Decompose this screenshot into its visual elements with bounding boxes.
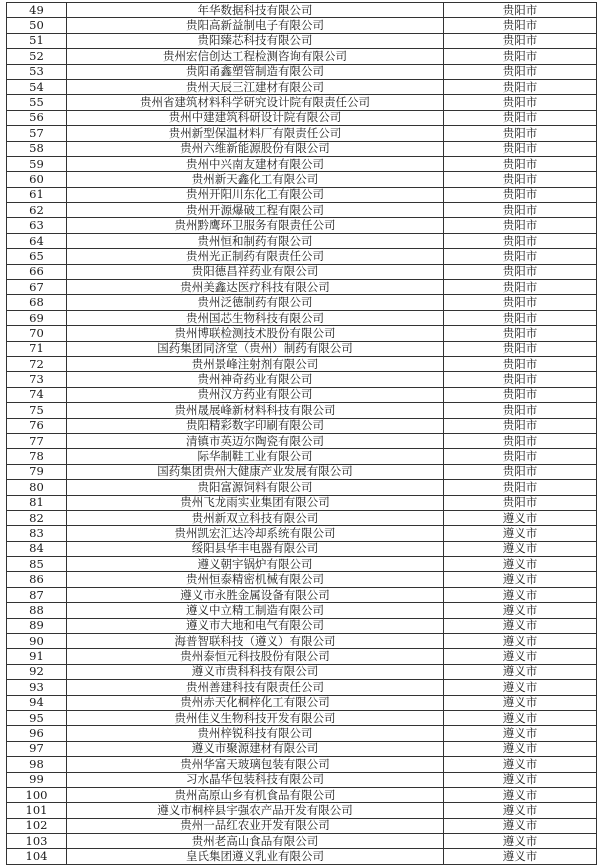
row-number-cell: 74	[7, 387, 67, 402]
row-number-cell: 92	[7, 664, 67, 679]
table-row	[7, 95, 597, 110]
table-row	[7, 741, 597, 756]
company-name-cell: 贵州天辰三江建材有限公司	[67, 79, 444, 94]
company-name-cell: 贵州梓锐科技有限公司	[67, 726, 444, 741]
company-name-cell: 国药集团同济堂（贵州）制药有限公司	[67, 341, 444, 356]
row-number-cell: 100	[7, 787, 67, 802]
table-row	[7, 310, 597, 325]
table-row	[7, 156, 597, 171]
company-name-cell: 清镇市英迈尔陶瓷有限公司	[67, 433, 444, 448]
city-cell: 遵义市	[444, 541, 597, 556]
table-row	[7, 264, 597, 279]
city-cell: 遵义市	[444, 510, 597, 525]
table-row	[7, 326, 597, 341]
company-name-cell: 贵州美鑫达医疗科技有限公司	[67, 280, 444, 295]
row-number-cell: 50	[7, 18, 67, 33]
city-cell: 遵义市	[444, 818, 597, 833]
table-row	[7, 834, 597, 849]
company-name-cell: 贵阳德昌祥药业有限公司	[67, 264, 444, 279]
table-row	[7, 849, 597, 864]
row-number-cell: 61	[7, 187, 67, 202]
table-row	[7, 3, 597, 18]
company-name-cell: 贵州新双立科技有限公司	[67, 510, 444, 525]
row-number-cell: 63	[7, 218, 67, 233]
city-cell: 遵义市	[444, 557, 597, 572]
row-number-cell: 76	[7, 418, 67, 433]
company-name-cell: 贵阳臻芯科技有限公司	[67, 33, 444, 48]
row-number-cell: 94	[7, 695, 67, 710]
city-cell: 贵阳市	[444, 49, 597, 64]
table-row	[7, 49, 597, 64]
company-name-cell: 贵州省建筑材料科学研究设计院有限责任公司	[67, 95, 444, 110]
company-name-cell: 贵州新天鑫化工有限公司	[67, 172, 444, 187]
row-number-cell: 82	[7, 510, 67, 525]
city-cell: 贵阳市	[444, 218, 597, 233]
row-number-cell: 64	[7, 233, 67, 248]
city-cell: 贵阳市	[444, 187, 597, 202]
company-name-cell: 贵州光正制药有限责任公司	[67, 249, 444, 264]
company-name-cell: 贵州宏信创达工程检测咨询有限公司	[67, 49, 444, 64]
table-row	[7, 803, 597, 818]
city-cell: 贵阳市	[444, 33, 597, 48]
table-row	[7, 295, 597, 310]
row-number-cell: 72	[7, 356, 67, 371]
city-cell: 贵阳市	[444, 449, 597, 464]
city-cell: 贵阳市	[444, 326, 597, 341]
company-name-cell: 皇氏集团遵义乳业有限公司	[67, 849, 444, 864]
city-cell: 遵义市	[444, 757, 597, 772]
table-row	[7, 433, 597, 448]
city-cell: 遵义市	[444, 695, 597, 710]
table-row	[7, 280, 597, 295]
table-row	[7, 341, 597, 356]
table-row	[7, 64, 597, 79]
table-row	[7, 249, 597, 264]
city-cell: 贵阳市	[444, 95, 597, 110]
row-number-cell: 59	[7, 156, 67, 171]
company-name-cell: 遵义市聚源建材有限公司	[67, 741, 444, 756]
company-name-cell: 贵州中建建筑科研设计院有限公司	[67, 110, 444, 125]
row-number-cell: 99	[7, 772, 67, 787]
city-cell: 贵阳市	[444, 403, 597, 418]
company-name-cell: 贵州汉方药业有限公司	[67, 387, 444, 402]
table-row	[7, 372, 597, 387]
row-number-cell: 71	[7, 341, 67, 356]
row-number-cell: 57	[7, 126, 67, 141]
city-cell: 遵义市	[444, 741, 597, 756]
row-number-cell: 56	[7, 110, 67, 125]
table-row	[7, 603, 597, 618]
city-cell: 贵阳市	[444, 156, 597, 171]
city-cell: 遵义市	[444, 664, 597, 679]
city-cell: 遵义市	[444, 834, 597, 849]
row-number-cell: 88	[7, 603, 67, 618]
city-cell: 贵阳市	[444, 172, 597, 187]
company-name-cell: 贵州景峰注射剂有限公司	[67, 356, 444, 371]
company-name-cell: 遵义市贵科科技有限公司	[67, 664, 444, 679]
company-name-cell: 贵州恒泰精密机械有限公司	[67, 572, 444, 587]
city-cell: 贵阳市	[444, 141, 597, 156]
company-name-cell: 贵州善建科技有限责任公司	[67, 680, 444, 695]
table-row	[7, 510, 597, 525]
company-name-cell: 贵州神奇药业有限公司	[67, 372, 444, 387]
company-name-cell: 遵义市永胜金属设备有限公司	[67, 587, 444, 602]
city-cell: 贵阳市	[444, 233, 597, 248]
table-row	[7, 634, 597, 649]
city-cell: 贵阳市	[444, 295, 597, 310]
table-row	[7, 649, 597, 664]
table-row	[7, 356, 597, 371]
city-cell: 贵阳市	[444, 280, 597, 295]
table-row	[7, 403, 597, 418]
row-number-cell: 70	[7, 326, 67, 341]
city-cell: 贵阳市	[444, 387, 597, 402]
city-cell: 贵阳市	[444, 249, 597, 264]
city-cell: 贵阳市	[444, 203, 597, 218]
row-number-cell: 104	[7, 849, 67, 864]
city-cell: 遵义市	[444, 634, 597, 649]
row-number-cell: 90	[7, 634, 67, 649]
table-row	[7, 79, 597, 94]
company-name-cell: 贵州佳义生物科技开发有限公司	[67, 710, 444, 725]
row-number-cell: 85	[7, 557, 67, 572]
row-number-cell: 81	[7, 495, 67, 510]
table-row	[7, 110, 597, 125]
company-name-cell: 遵义朝宇锅炉有限公司	[67, 557, 444, 572]
company-name-cell: 贵州赤天化桐梓化工有限公司	[67, 695, 444, 710]
city-cell: 贵阳市	[444, 418, 597, 433]
row-number-cell: 60	[7, 172, 67, 187]
row-number-cell: 91	[7, 649, 67, 664]
company-name-cell: 贵州恒和制药有限公司	[67, 233, 444, 248]
row-number-cell: 103	[7, 834, 67, 849]
table-row	[7, 664, 597, 679]
city-cell: 贵阳市	[444, 79, 597, 94]
city-cell: 贵阳市	[444, 433, 597, 448]
table-row	[7, 172, 597, 187]
company-name-cell: 贵州凯宏汇达冷却系统有限公司	[67, 526, 444, 541]
company-name-cell: 贵州新型保温材料厂有限责任公司	[67, 126, 444, 141]
table-row	[7, 572, 597, 587]
table-row	[7, 541, 597, 556]
company-name-cell: 贵阳高新益制电子有限公司	[67, 18, 444, 33]
company-name-cell: 贵州晟展峰新材料科技有限公司	[67, 403, 444, 418]
city-cell: 遵义市	[444, 526, 597, 541]
city-cell: 贵阳市	[444, 310, 597, 325]
city-cell: 贵阳市	[444, 126, 597, 141]
table-row	[7, 772, 597, 787]
company-name-cell: 贵州中兴南友建材有限公司	[67, 156, 444, 171]
table-row	[7, 141, 597, 156]
city-cell: 遵义市	[444, 587, 597, 602]
table-row	[7, 710, 597, 725]
row-number-cell: 58	[7, 141, 67, 156]
company-name-cell: 贵州开源爆破工程有限公司	[67, 203, 444, 218]
row-number-cell: 67	[7, 280, 67, 295]
table-row	[7, 464, 597, 479]
city-cell: 贵阳市	[444, 64, 597, 79]
city-cell: 遵义市	[444, 849, 597, 864]
table-row	[7, 787, 597, 802]
table-row	[7, 449, 597, 464]
table-row	[7, 387, 597, 402]
city-cell: 遵义市	[444, 649, 597, 664]
city-cell: 贵阳市	[444, 480, 597, 495]
city-cell: 贵阳市	[444, 110, 597, 125]
table-row	[7, 726, 597, 741]
company-name-cell: 贵阳精彩数字印刷有限公司	[67, 418, 444, 433]
company-name-cell: 海普智联科技（遵义）有限公司	[67, 634, 444, 649]
row-number-cell: 52	[7, 49, 67, 64]
company-name-cell: 贵州一品红农业开发有限公司	[67, 818, 444, 833]
city-cell: 遵义市	[444, 572, 597, 587]
table-row	[7, 203, 597, 218]
table-row	[7, 33, 597, 48]
table-body	[7, 3, 597, 865]
city-cell: 遵义市	[444, 726, 597, 741]
city-cell: 贵阳市	[444, 356, 597, 371]
table-row	[7, 526, 597, 541]
row-number-cell: 65	[7, 249, 67, 264]
company-name-cell: 遵义市桐梓县宇强农产品开发有限公司	[67, 803, 444, 818]
row-number-cell: 68	[7, 295, 67, 310]
row-number-cell: 77	[7, 433, 67, 448]
row-number-cell: 62	[7, 203, 67, 218]
row-number-cell: 75	[7, 403, 67, 418]
city-cell: 贵阳市	[444, 18, 597, 33]
row-number-cell: 89	[7, 618, 67, 633]
row-number-cell: 101	[7, 803, 67, 818]
table-row	[7, 680, 597, 695]
row-number-cell: 96	[7, 726, 67, 741]
row-number-cell: 53	[7, 64, 67, 79]
company-name-cell: 贵州六维新能源股份有限公司	[67, 141, 444, 156]
row-number-cell: 80	[7, 480, 67, 495]
company-name-cell: 贵州开阳川东化工有限公司	[67, 187, 444, 202]
row-number-cell: 66	[7, 264, 67, 279]
city-cell: 遵义市	[444, 618, 597, 633]
table-row	[7, 695, 597, 710]
company-name-cell: 习水晶华包装科技有限公司	[67, 772, 444, 787]
company-name-cell: 贵州黔鹰环卫服务有限责任公司	[67, 218, 444, 233]
city-cell: 遵义市	[444, 772, 597, 787]
enterprise-list-table	[6, 2, 597, 865]
city-cell: 贵阳市	[444, 3, 597, 18]
table-row	[7, 495, 597, 510]
row-number-cell: 102	[7, 818, 67, 833]
table-row	[7, 557, 597, 572]
row-number-cell: 69	[7, 310, 67, 325]
company-name-cell: 贵州老高山食品有限公司	[67, 834, 444, 849]
city-cell: 贵阳市	[444, 341, 597, 356]
row-number-cell: 78	[7, 449, 67, 464]
row-number-cell: 79	[7, 464, 67, 479]
table-row	[7, 587, 597, 602]
table-row	[7, 418, 597, 433]
row-number-cell: 84	[7, 541, 67, 556]
city-cell: 贵阳市	[444, 372, 597, 387]
company-name-cell: 贵州泛德制药有限公司	[67, 295, 444, 310]
row-number-cell: 51	[7, 33, 67, 48]
company-name-cell: 贵阳甬鑫塑管制造有限公司	[67, 64, 444, 79]
row-number-cell: 87	[7, 587, 67, 602]
row-number-cell: 54	[7, 79, 67, 94]
company-name-cell: 遵义中立精工制造有限公司	[67, 603, 444, 618]
city-cell: 遵义市	[444, 680, 597, 695]
city-cell: 贵阳市	[444, 264, 597, 279]
company-name-cell: 年华数据科技有限公司	[67, 3, 444, 18]
table-row	[7, 126, 597, 141]
company-name-cell: 贵州博联检测技术股份有限公司	[67, 326, 444, 341]
row-number-cell: 49	[7, 3, 67, 18]
row-number-cell: 73	[7, 372, 67, 387]
city-cell: 遵义市	[444, 803, 597, 818]
company-name-cell: 贵州高原山乡有机食品有限公司	[67, 787, 444, 802]
row-number-cell: 97	[7, 741, 67, 756]
row-number-cell: 95	[7, 710, 67, 725]
company-name-cell: 贵州飞龙雨实业集团有限公司	[67, 495, 444, 510]
company-name-cell: 贵州泰恒元科技股份有限公司	[67, 649, 444, 664]
table-row	[7, 618, 597, 633]
city-cell: 遵义市	[444, 603, 597, 618]
table-row	[7, 187, 597, 202]
company-name-cell: 际华制鞋工业有限公司	[67, 449, 444, 464]
table-row	[7, 757, 597, 772]
city-cell: 贵阳市	[444, 464, 597, 479]
table-row	[7, 480, 597, 495]
row-number-cell: 83	[7, 526, 67, 541]
company-name-cell: 国药集团贵州大健康产业发展有限公司	[67, 464, 444, 479]
row-number-cell: 55	[7, 95, 67, 110]
company-name-cell: 贵州国芯生物科技有限公司	[67, 310, 444, 325]
table-row	[7, 818, 597, 833]
company-name-cell: 绥阳县华丰电器有限公司	[67, 541, 444, 556]
city-cell: 贵阳市	[444, 495, 597, 510]
row-number-cell: 98	[7, 757, 67, 772]
table-row	[7, 233, 597, 248]
row-number-cell: 86	[7, 572, 67, 587]
city-cell: 遵义市	[444, 787, 597, 802]
city-cell: 遵义市	[444, 710, 597, 725]
company-name-cell: 贵州华富天玻璃包装有限公司	[67, 757, 444, 772]
company-name-cell: 贵阳富源饲料有限公司	[67, 480, 444, 495]
table-row	[7, 218, 597, 233]
company-name-cell: 遵义市大地和电气有限公司	[67, 618, 444, 633]
row-number-cell: 93	[7, 680, 67, 695]
table-row	[7, 18, 597, 33]
